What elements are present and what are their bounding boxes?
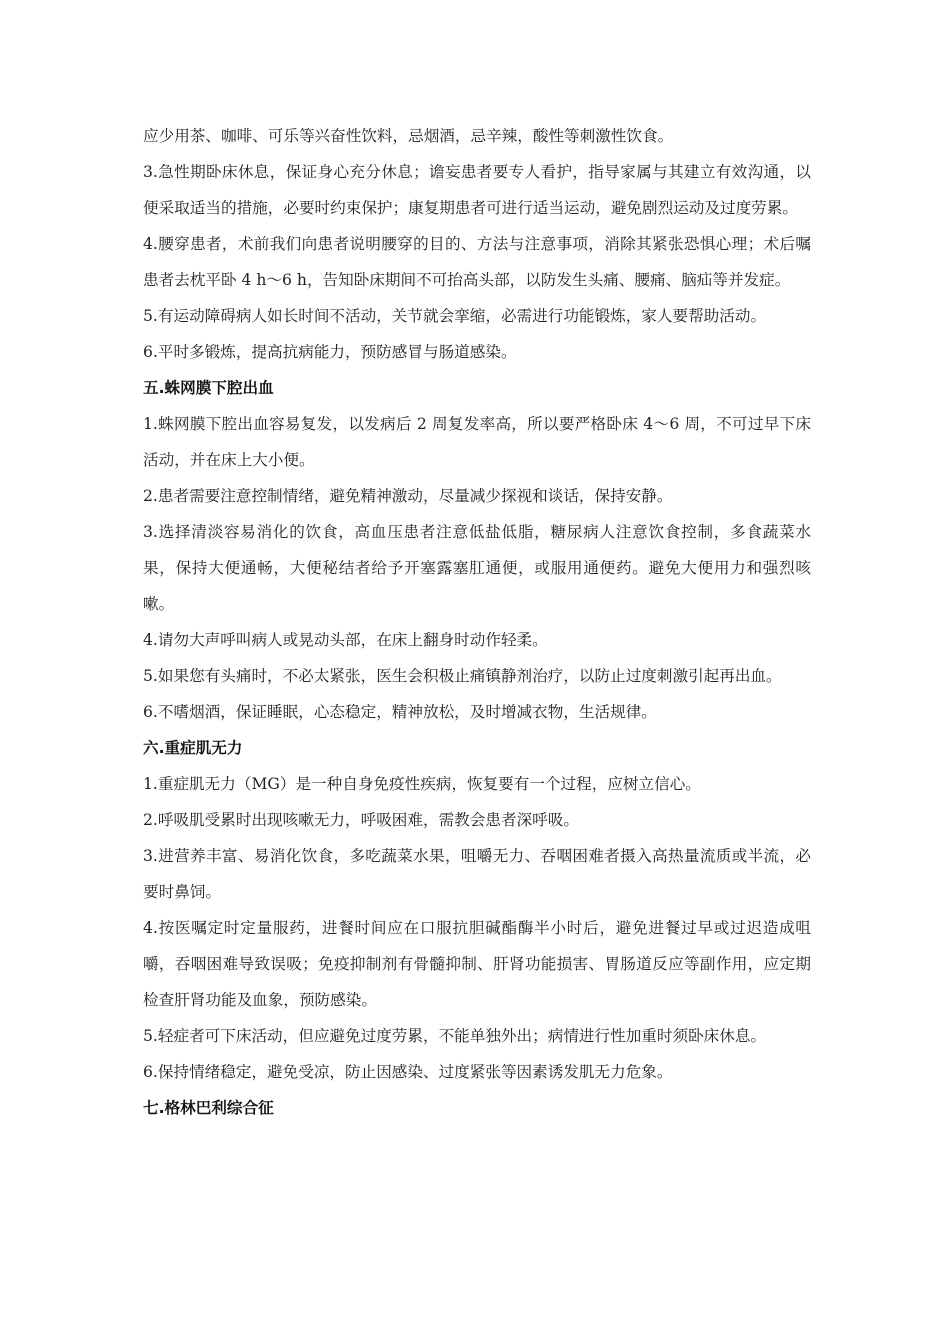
paragraph: 3.选择清淡容易消化的饮食，高血压患者注意低盐低脂，糖尿病人注意饮食控制，多食蔬菜水果，保持大便通畅，大便秘结者给予开塞露塞肛通便，或服用通便药。避免大便用力和强烈咳嗽。 bbox=[143, 523, 811, 613]
paragraph: 5.如果您有头痛时，不必太紧张，医生会积极止痛镇静剂治疗，以防止过度刺激引起再出血。 bbox=[143, 667, 782, 685]
paragraph: 4.按医嘱定时定量服药，进餐时间应在口服抗胆碱酯酶半小时后，避免进餐过早或过迟造成咀嚼，吞咽困难导致误吸；免疫抑制剂有骨髓抑制、肝肾功能损害、胃肠道反应等副作用，应定期检查肝肾功能及血象，预防感染。 bbox=[143, 919, 811, 1009]
paragraph: 2.呼吸肌受累时出现咳嗽无力，呼吸困难，需教会患者深呼吸。 bbox=[143, 811, 579, 829]
section-heading: 七.格林巴利综合征 bbox=[143, 1099, 274, 1117]
document-body bbox=[143, 118, 811, 1126]
paragraph: 5.轻症者可下床活动，但应避免过度劳累，不能单独外出；病情进行性加重时须卧床休息。 bbox=[143, 1027, 767, 1045]
paragraph: 应少用茶、咖啡、可乐等兴奋性饮料，忌烟酒，忌辛辣，酸性等刺激性饮食。 bbox=[143, 127, 674, 145]
paragraph: 6.不嗜烟酒，保证睡眠，心态稳定，精神放松，及时增减衣物，生活规律。 bbox=[143, 703, 657, 721]
paragraph: 3.进营养丰富、易消化饮食，多吃蔬菜水果，咀嚼无力、吞咽困难者摄入高热量流质或半流，必要时鼻饲。 bbox=[143, 847, 811, 901]
paragraph: 6.平时多锻炼，提高抗病能力，预防感冒与肠道感染。 bbox=[143, 343, 517, 361]
paragraph: 1.重症肌无力（MG）是一种自身免疫性疾病，恢复要有一个过程，应树立信心。 bbox=[143, 775, 701, 793]
section-heading: 五.蛛网膜下腔出血 bbox=[143, 379, 274, 397]
paragraph: 2.患者需要注意控制情绪，避免精神激动，尽量减少探视和谈话，保持安静。 bbox=[143, 487, 673, 505]
paragraph: 1.蛛网膜下腔出血容易复发，以发病后 2 周复发率高，所以要严格卧床 4～6 周，不可过早下床活动，并在床上大小便。 bbox=[143, 415, 811, 469]
paragraph: 4.请勿大声呼叫病人或晃动头部，在床上翻身时动作轻柔。 bbox=[143, 631, 548, 649]
paragraph: 4.腰穿患者，术前我们向患者说明腰穿的目的、方法与注意事项，消除其紧张恐惧心理；术后嘱患者去枕平卧 4 h～6 h，告知卧床期间不可抬高头部，以防发生头痛、腰痛、脑疝等并发症。 bbox=[143, 235, 811, 289]
paragraph: 3.急性期卧床休息，保证身心充分休息；谵妄患者要专人看护，指导家属与其建立有效沟通，以便采取适当的措施，必要时约束保护；康复期患者可进行适当运动，避免剧烈运动及过度劳累。 bbox=[143, 163, 811, 217]
section-heading: 六.重症肌无力 bbox=[143, 739, 243, 757]
paragraph: 6.保持情绪稳定，避免受凉，防止因感染、过度紧张等因素诱发肌无力危象。 bbox=[143, 1063, 673, 1081]
paragraph: 5.有运动障碍病人如长时间不活动，关节就会挛缩，必需进行功能锻炼，家人要帮助活动。 bbox=[143, 307, 767, 325]
